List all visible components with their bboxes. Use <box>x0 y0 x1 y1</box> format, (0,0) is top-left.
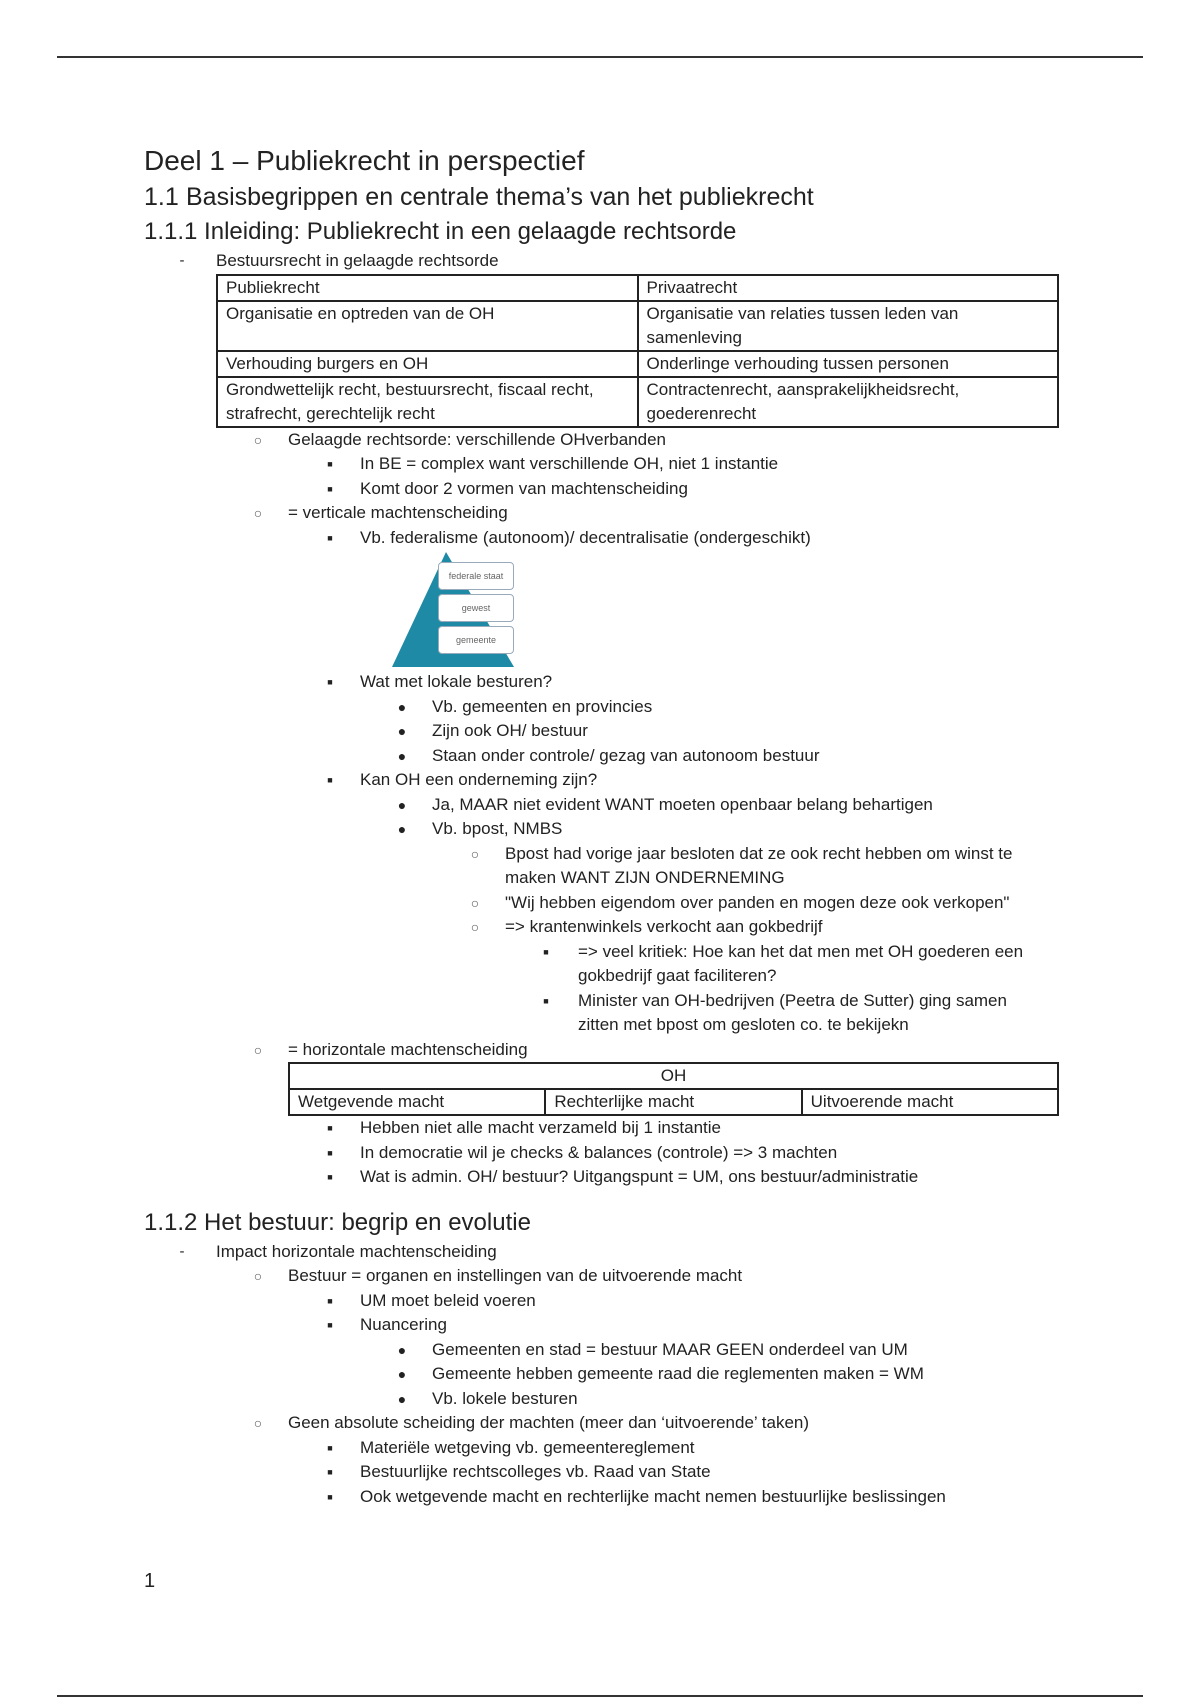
bullet-marker: ■ <box>327 1467 333 1477</box>
list-item <box>144 793 1084 818</box>
list-item <box>144 1460 1084 1485</box>
table-row <box>217 301 1058 351</box>
table-row <box>217 275 1058 301</box>
list-item <box>144 526 1084 551</box>
list-item-text: Vb. federalisme (autonoom)/ decentralisatie (ondergeschikt) <box>360 527 811 547</box>
bullet-marker: ■ <box>327 1147 333 1158</box>
bullet-marker: ■ <box>327 459 333 469</box>
page-number: 1 <box>144 1570 156 1592</box>
outline-list-d <box>144 1240 1084 1510</box>
list-item-text: Bestuurlijke rechtscolleges vb. Raad van State <box>360 1462 711 1481</box>
bullet-marker: ● <box>397 698 407 715</box>
list-item-text: Materiële wetgeving vb. gemeentereglement <box>360 1437 695 1457</box>
list-item-text: Komt door 2 vormen van machtenscheiding <box>360 478 688 498</box>
pyramid-label-gemeente: gemeente <box>438 626 514 654</box>
bullet-marker: ● <box>397 1341 407 1358</box>
table-row <box>289 1089 1058 1115</box>
list-item-text: Zijn ook OH/ bestuur <box>432 721 588 740</box>
list-item-text: Gemeente hebben gemeente raad die reglementen maken = WM <box>432 1364 924 1383</box>
list-item-text: Bestuursrecht in gelaagde rechtsorde <box>216 251 499 270</box>
machten-table <box>288 1062 1059 1116</box>
list-item <box>144 428 1084 453</box>
publiek-privaat-table <box>216 274 1059 428</box>
bullet-marker: ■ <box>543 946 549 957</box>
list-item <box>144 1362 1084 1387</box>
table-row <box>289 1063 1058 1089</box>
list-item-text: Impact horizontale machtenscheiding <box>216 1241 497 1261</box>
bullet-marker: ○ <box>253 431 263 448</box>
bullet-marker: ■ <box>327 1320 333 1330</box>
list-item-text: Kan OH een onderneming zijn? <box>360 770 598 789</box>
list-item <box>144 1240 1084 1265</box>
list-item <box>144 1165 1084 1190</box>
bullet-marker: ○ <box>470 919 480 935</box>
list-item-text: UM moet beleid voeren <box>360 1290 536 1310</box>
list-item-text: = horizontale machtenscheiding <box>288 1039 528 1059</box>
bullet-marker: ○ <box>253 1041 263 1058</box>
table-cell: Verhouding burgers en OH <box>217 351 638 377</box>
list-item <box>144 452 1084 477</box>
table-cell: Rechterlijke macht <box>545 1089 801 1115</box>
heading-1-1-1: 1.1.1 Inleiding: Publiekrecht in een gelaagde rechtsorde <box>144 218 737 245</box>
list-item <box>144 1264 1084 1289</box>
list-item-text: Ook wetgevende macht en rechterlijke macht nemen bestuurlijke beslissingen <box>360 1486 946 1506</box>
list-item <box>144 1485 1084 1510</box>
pyramid-diagram <box>382 550 1084 670</box>
bullet-marker: ○ <box>470 845 480 862</box>
list-item <box>144 891 1084 916</box>
list-item-text: Gemeenten en stad = bestuur MAAR GEEN onderdeel van UM <box>432 1339 908 1359</box>
table-cell: Grondwettelijk recht, bestuursrecht, fiscaal recht, strafrecht, gerechtelijk recht <box>217 377 638 427</box>
list-item <box>144 940 1084 989</box>
list-item-text: => veel kritiek: Hoe kan het dat men met OH goederen een gokbedrijf gaat faciliteren? <box>578 941 1024 985</box>
bullet-marker: ● <box>397 1390 407 1407</box>
table-cell: Contractenrecht, aansprakelijkheidsrecht, goederenrecht <box>638 377 1059 427</box>
list-item <box>144 501 1084 526</box>
bullet-marker: ■ <box>543 995 549 1006</box>
list-item-text: => krantenwinkels verkocht aan gokbedrijf <box>505 917 823 936</box>
bullet-marker: ○ <box>253 1268 263 1284</box>
list-item-text: Geen absolute scheiding der machten (meer dan ‘uitvoerende’ taken) <box>288 1413 810 1432</box>
heading-1-1 <box>144 182 1084 213</box>
table-cell: Uitvoerende macht <box>802 1089 1058 1115</box>
list-item <box>144 989 1084 1038</box>
bullet-marker: - <box>179 1242 185 1260</box>
list-item-text: Bestuur = organen en instellingen van de uitvoerende macht <box>288 1266 743 1285</box>
bullet-marker: ■ <box>327 532 333 543</box>
list-item <box>144 744 1084 769</box>
bullet-marker: ● <box>397 821 407 837</box>
bullet-marker: ■ <box>327 1491 333 1502</box>
footer-rule <box>57 1695 1143 1697</box>
bullet-marker: ■ <box>327 677 333 687</box>
table-cell: Publiekrecht <box>217 275 638 301</box>
list-item-text: Ja, MAAR niet evident WANT moeten openbaar belang behartigen <box>432 794 933 814</box>
list-item <box>144 1141 1084 1166</box>
table-cell: Organisatie en optreden van de OH <box>217 301 638 351</box>
bullet-marker: ■ <box>327 1123 333 1133</box>
list-item-text: Vb. bpost, NMBS <box>432 819 563 838</box>
list-item <box>144 768 1084 793</box>
list-item <box>144 477 1084 502</box>
list-item <box>144 1038 1084 1063</box>
list-item-text: = verticale machtenscheiding <box>288 503 508 522</box>
outline-list-a <box>144 428 1084 551</box>
list-item-text: Hebben niet alle macht verzameld bij 1 instantie <box>360 1118 721 1137</box>
list-item <box>144 1387 1084 1412</box>
table-cell: Wetgevende macht <box>289 1089 545 1115</box>
pyramid-label-federale-staat: federale staat <box>438 562 514 590</box>
list-item-text: "Wij hebben eigendom over panden en mogen deze ook verkopen" <box>505 892 1010 912</box>
bullet-marker: ■ <box>327 1295 333 1306</box>
bullet-marker: ○ <box>253 505 263 521</box>
heading-deel: Deel 1 – Publiekrecht in perspectief <box>144 145 585 176</box>
bullet-marker: ■ <box>327 775 333 785</box>
bullet-marker: ■ <box>327 1172 333 1182</box>
list-item-text: Wat met lokale besturen? <box>360 672 553 691</box>
list-item <box>144 1116 1084 1141</box>
bullet-marker: ○ <box>470 894 480 911</box>
list-item <box>144 915 1084 940</box>
outline-list-c <box>144 1116 1084 1190</box>
list-item-text: Vb. gemeenten en provincies <box>432 696 653 716</box>
heading-1-1-title: Basisbegrippen en centrale thema’s van het publiekrecht <box>186 183 814 211</box>
list-item-text: Gelaagde rechtsorde: verschillende OHverbanden <box>288 429 667 449</box>
list-item <box>144 1411 1084 1436</box>
list-item-text: In democratie wil je checks & balances (controle) => 3 machten <box>360 1142 838 1162</box>
list-item-text: Wat is admin. OH/ bestuur? Uitgangspunt = UM, ons bestuur/administratie <box>360 1167 919 1186</box>
table-cell: Onderlinge verhouding tussen personen <box>638 351 1059 377</box>
list-item-text: Staan onder controle/ gezag van autonoom bestuur <box>432 745 820 765</box>
heading-1-1-2: 1.1.2 Het bestuur: begrip en evolutie <box>144 1208 531 1236</box>
table-row <box>217 377 1058 427</box>
table-cell: Privaatrecht <box>638 275 1059 301</box>
list-item-text: Nuancering <box>360 1315 447 1334</box>
bullet-marker: ■ <box>327 483 333 494</box>
table-cell: Organisatie van relaties tussen leden van samenleving <box>638 301 1059 351</box>
bullet-marker: ● <box>397 796 407 813</box>
list-item-text: Vb. lokele besturen <box>432 1388 578 1408</box>
list-item <box>144 1289 1084 1314</box>
outline-list-b <box>144 670 1084 1062</box>
list-item-text: Bpost had vorige jaar besloten dat ze ook recht hebben om winst te maken WANT ZIJN ONDERNEMING <box>505 843 1013 887</box>
bullet-marker: ● <box>397 747 407 764</box>
list-item <box>144 842 1084 891</box>
list-item <box>144 1313 1084 1338</box>
list-item <box>144 817 1084 842</box>
header-rule <box>57 56 1143 58</box>
bullet-marker: ● <box>397 1366 407 1382</box>
document-body <box>144 144 1084 1509</box>
pyramid-label-gewest: gewest <box>438 594 514 622</box>
bullet-marker: ● <box>397 723 407 739</box>
list-item-text: Minister van OH-bedrijven (Peetra de Sutter) ging samen zitten met bpost om gesloten co. te bekijekn <box>578 990 1007 1034</box>
heading-1-1-number: 1.1 <box>144 183 179 211</box>
list-item <box>144 1436 1084 1461</box>
table-row <box>217 351 1058 377</box>
table-header-cell: OH <box>289 1063 1058 1089</box>
list-item <box>144 1338 1084 1363</box>
bullet-marker: ○ <box>253 1415 263 1431</box>
list-item <box>144 695 1084 720</box>
bullet-marker: - <box>179 252 185 269</box>
list-item <box>144 719 1084 744</box>
list-item <box>144 670 1084 695</box>
list-item-text: In BE = complex want verschillende OH, niet 1 instantie <box>360 454 779 473</box>
list-item <box>144 249 1084 274</box>
bullet-marker: ■ <box>327 1442 333 1453</box>
